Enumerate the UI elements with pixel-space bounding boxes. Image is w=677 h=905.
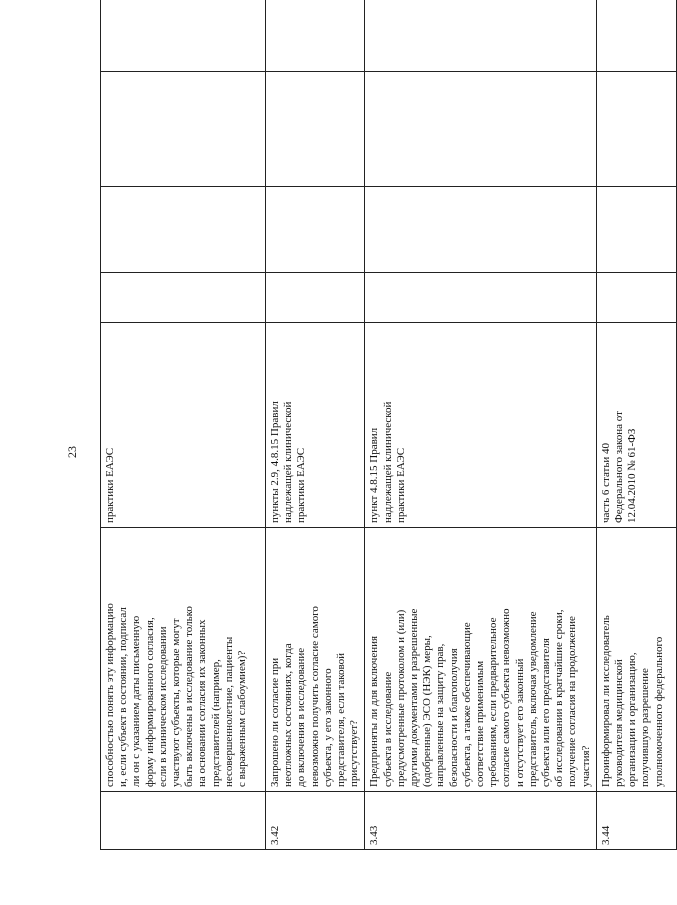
row-number bbox=[101, 792, 266, 850]
reference-cell: практики ЕАЭС bbox=[101, 323, 266, 528]
empty-cell bbox=[365, 187, 596, 273]
table-row bbox=[266, 0, 365, 850]
empty-cell bbox=[596, 0, 676, 72]
empty-cell bbox=[266, 0, 365, 72]
table-row bbox=[101, 0, 266, 850]
question-cell: способностью понять эту информацию и, если субъект в состоянии, подписал ли он с указанием даты письменную форму информированного согласия, если в клиническом исследовании участвуют субъекты, которые могут быть включены в исследование только на основании согласия их законных представителей (например, несовершеннолетние, пациенты с выраженным слабоумием)? bbox=[101, 528, 266, 792]
row-number: 3.42 bbox=[266, 792, 365, 850]
empty-cell bbox=[365, 273, 596, 323]
question-cell: Предприняты ли для включения субъекта в исследование предусмотренные протоколом и (или) другими документами и разрешенные (одобренные) ЭСО (НЭК) меры, направленные на защиту прав, безопасности и благополучия субъекта, а также обеспечивающие соответствие применимым требованиям, если предварительное согласие самого субъекта невозможно и отсутствует его законный представитель, включая уведомление субъекта или его представителя об исследовании в кратчайшие сроки, получение согласия на продолжение участия? bbox=[365, 528, 596, 792]
question-cell: Запрошено ли согласие при неотложных состояниях, когда до включения в исследование невозможно получить согласие самого субъекта, у его законного представителя, если таковой присутствует? bbox=[266, 528, 365, 792]
empty-cell bbox=[365, 0, 596, 72]
empty-cell bbox=[596, 273, 676, 323]
table-row bbox=[596, 0, 676, 850]
empty-cell bbox=[266, 72, 365, 187]
question-cell: Проинформировал ли исследователь руководителя медицинской организации и организацию, получившую разрешение уполномоченного федерального bbox=[596, 528, 676, 792]
rotated-table-wrapper bbox=[100, 60, 665, 850]
empty-cell bbox=[596, 72, 676, 187]
empty-cell bbox=[596, 187, 676, 273]
checklist-table bbox=[100, 0, 677, 850]
row-number: 3.44 bbox=[596, 792, 676, 850]
reference-cell: часть 6 статьи 40 Федерального закона от 12.04.2010 № 61-ФЗ bbox=[596, 323, 676, 528]
table-row bbox=[365, 0, 596, 850]
empty-cell bbox=[101, 273, 266, 323]
empty-cell bbox=[266, 187, 365, 273]
reference-cell: пункты 2.9, 4.8.15 Правил надлежащей клинической практики ЕАЭС bbox=[266, 323, 365, 528]
empty-cell bbox=[101, 0, 266, 72]
empty-cell bbox=[101, 72, 266, 187]
empty-cell bbox=[266, 273, 365, 323]
row-number: 3.43 bbox=[365, 792, 596, 850]
empty-cell bbox=[101, 187, 266, 273]
reference-cell: пункт 4.8.15 Правил надлежащей клинической практики ЕАЭС bbox=[365, 323, 596, 528]
page-number: 23 bbox=[65, 446, 79, 458]
empty-cell bbox=[365, 72, 596, 187]
